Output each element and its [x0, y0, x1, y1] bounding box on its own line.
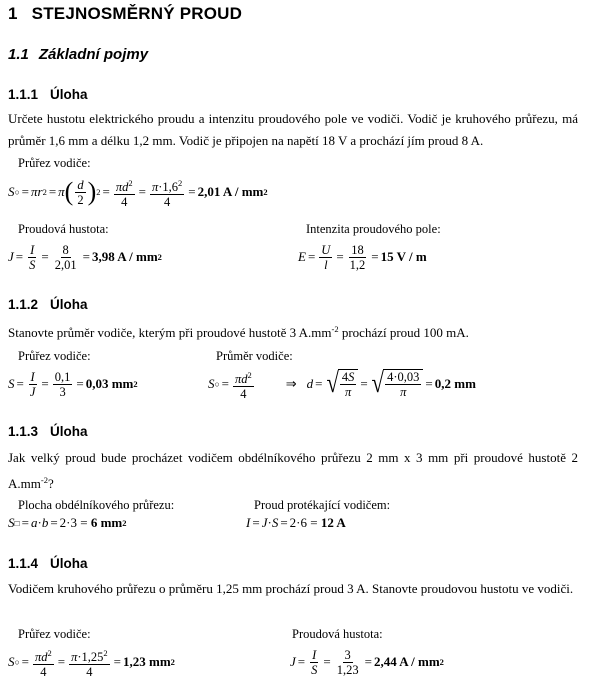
label-current: Proud protékající vodičem: — [254, 498, 391, 512]
numerator: 18 — [351, 242, 364, 257]
result-cross-section-2: 0,03 mm — [85, 376, 134, 391]
task-text-part: Stanovte průměr vodiče, kterým při proudové hustotě 3 A.mm — [8, 325, 332, 340]
label-diameter: Průměr vodiče: — [216, 349, 293, 363]
expression: 2·3 = — [59, 515, 91, 530]
task-text-4: Vodičem kruhového průřezu o průměru 1,25 mm prochází proud 3 A. Stanovte proudovou hustotu ve vodiči. — [8, 581, 574, 596]
task-text-part: ? — [47, 476, 54, 491]
numerator: 3 — [344, 647, 351, 662]
equation-cross-section-2: S = $\frac{I}{J}$ = $\frac{0,1}{3}$ = 0,03 mm 2 — [8, 369, 138, 399]
task-number: 1.1.4 — [8, 556, 39, 571]
diameter-value: 1,25 — [81, 649, 104, 664]
equation-field-intensity: E = $\frac{U}{l}$ = $\frac{18}{1,2}$ = 15 V / m — [298, 242, 427, 272]
label-cross-section-2: Průřez vodiče: — [18, 349, 91, 363]
result-cross-section-1: 2,01 A / mm — [197, 184, 264, 199]
task-text-part: Jak velký proud bude procházet vodičem obdélníkového průřezu 2 mm x 3 mm při proudové hustotě 2 A.mm — [8, 450, 578, 491]
result-current-density-4: 2,44 A / mm — [373, 654, 440, 669]
task-text-3 — [8, 447, 578, 495]
task-heading-2 — [8, 297, 88, 312]
task-title: Úloha — [50, 556, 88, 571]
task-number: 1.1.1 — [8, 87, 39, 102]
section-heading — [8, 46, 148, 63]
task-number: 1.1.3 — [8, 424, 39, 439]
task-title: Úloha — [50, 87, 88, 102]
label-field-intensity: Intenzita proudového pole: — [306, 222, 441, 236]
denominator: 1,23 — [336, 662, 359, 677]
task-text-part: prochází proud 100 mA. — [338, 325, 469, 340]
chapter-heading — [8, 4, 242, 24]
task-number: 1.1.2 — [8, 297, 39, 312]
result-field-intensity: 15 V / m — [380, 249, 427, 264]
task-text-sup: -2 — [331, 324, 339, 334]
numerator: 8 — [62, 242, 69, 257]
radicand: 4·0,03 — [387, 370, 420, 384]
task-heading-3 — [8, 424, 88, 439]
equation-current-density-4: J = $\frac{I}{S}$ = $\frac{3}{1,23}$ = 2,44 A / mm 2 — [290, 647, 444, 677]
task-title: Úloha — [50, 297, 88, 312]
label-rect-area: Plocha obdélníkového průřezu: — [18, 498, 175, 512]
denominator: 2,01 — [54, 257, 77, 272]
label-cross-section-4: Průřez vodiče: — [18, 627, 91, 641]
task-heading-1 — [8, 87, 88, 102]
equation-rect-area: S □ = a · b = 2·3 = 6 mm 2 — [8, 515, 127, 530]
diameter-value: 1,6 — [162, 179, 179, 194]
chapter-number: 1 — [8, 4, 18, 23]
label-cross-section-1: Průřez vodiče: — [18, 156, 91, 170]
equation-cross-section-1: S ○ = πr 2 = π ( $\frac{d}{2}$ ) 2 = $\frac{\pi d^2}{4}$ = $\frac{\pi\cdot 1,6^2}{4}$ = 2,01 A / mm 2 — [8, 177, 268, 209]
equation-current: I = J · S = 2·6 = 12 A — [246, 515, 346, 530]
task-heading-4 — [8, 556, 88, 571]
result-rect-area: 6 mm — [90, 515, 123, 530]
result-current-density-1: 3,98 A / mm — [91, 249, 158, 264]
section-number: 1.1 — [8, 46, 29, 63]
equation-cross-section-4: S ○ = $\frac{\pi d^2}{4}$ = $\frac{\pi\cdot 1,25^2}{4}$ = 1,23 mm 2 — [8, 647, 175, 679]
label-current-density-1: Proudová hustota: — [18, 222, 109, 236]
denominator-value: 4 — [164, 194, 171, 209]
task-title: Úloha — [50, 424, 88, 439]
result-diameter: 0,2 mm — [434, 376, 476, 391]
task-text-sup: -2 — [40, 475, 48, 485]
result-current: 12 A — [320, 515, 346, 530]
equation-current-density-1: J = $\frac{I}{S}$ = $\frac{8}{2,01}$ = 3,98 A / mm 2 — [8, 242, 162, 272]
task-text-2 — [8, 318, 578, 344]
equation-diameter: S ○ = $\frac{\pi d^2}{4}$ ⇒ d = √ $\frac{4S}{\pi}$ = √ $\frac{4\cdot 0,03}{\pi}$ = 0,2 mm — [208, 368, 476, 401]
result-cross-section-4: 1,23 mm — [123, 654, 171, 669]
numerator: 0,1 — [54, 369, 71, 384]
denominator: 4 — [86, 664, 93, 679]
chapter-title: STEJNOSMĚRNÝ PROUD — [31, 4, 243, 23]
label-current-density-4: Proudová hustota: — [292, 627, 383, 641]
denominator: 3 — [59, 384, 66, 399]
expression: 2·6 = — [289, 515, 321, 530]
denominator: 1,2 — [349, 257, 366, 272]
section-title: Základní pojmy — [38, 46, 149, 63]
task-text-1: Určete hustotu elektrického proudu a intenzitu proudového pole ve vodiči. Vodič je kruhového průřezu, má průměr 1,6 mm a délku 1,2 mm. Vodič je připojen na napětí 18 V a prochází jím proud 8 A. — [8, 111, 578, 148]
